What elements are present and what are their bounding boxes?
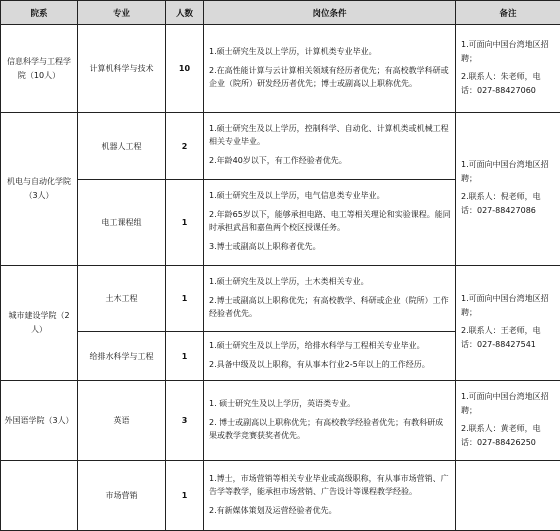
requirement-line: 1.博士，市场营销等相关专业毕业或高级职称，有从事市场营销、广告学等教学，能承担市场营销、广告设计等课程教学经验。 (209, 472, 451, 498)
remark-line: 2.联系人：王老师，电话：027-88427541 (461, 324, 556, 352)
count-cell: 3 (166, 381, 204, 461)
college-cell: 信息科学与工程学院（10人） (1, 25, 78, 113)
requirement-line: 2.具备中级及以上职称，有从事本行业2-5年以上的工作经历。 (209, 358, 451, 371)
college-cell: 城市建设学院（2人） (1, 266, 78, 381)
count-cell: 1 (166, 461, 204, 531)
remark-line: 2.联系人：朱老师，电话：027-88427060 (461, 70, 556, 98)
header-college: 院系 (1, 1, 78, 25)
header-requirements: 岗位条件 (204, 1, 456, 25)
header-major: 专业 (78, 1, 166, 25)
requirement-line: 2.在高性能计算与云计算相关领域有经历者优先；有高校教学科研或企业（院所）研发经历者优先；博士或副高以上职称优先。 (209, 64, 451, 90)
major-cell: 英语 (78, 381, 166, 461)
remark-line: 1.可面向中国台湾地区招聘； (461, 292, 556, 320)
requirement-line: 2.年龄40岁以下，有工作经验者优先。 (209, 154, 451, 167)
count-cell: 10 (166, 25, 204, 113)
remark-line: 1.可面向中国台湾地区招聘； (461, 390, 556, 418)
remarks-cell (456, 266, 560, 381)
requirement-line: 1.硕士研究生及以上学历，土木类相关专业。 (209, 275, 451, 288)
remarks-cell (456, 113, 560, 266)
requirements-cell (204, 266, 456, 332)
requirement-line: 1.硕士研究生及以上学历，给排水科学与工程相关专业毕业。 (209, 339, 451, 352)
requirements-cell (204, 180, 456, 266)
major-cell: 土木工程 (78, 266, 166, 332)
requirement-line: 2. 博士或副高以上职称优先；有高校教学经验者优先；有教科研成果或教学竞赛获奖者优先。 (209, 416, 451, 442)
remark-line: 2.联系人：倪老师，电话：027-88427086 (461, 190, 556, 218)
table-row (1, 461, 560, 531)
college-cell: 外国语学院（3人） (1, 381, 78, 461)
table-row (1, 25, 560, 113)
remarks-cell (456, 25, 560, 113)
count-cell: 2 (166, 113, 204, 180)
major-cell: 给排水科学与工程 (78, 332, 166, 381)
major-cell: 市场营销 (78, 461, 166, 531)
table-row (1, 381, 560, 461)
requirement-line: 2.有新媒体策划及运营经验者优先。 (209, 504, 451, 517)
remark-line: 1.可面向中国台湾地区招聘； (461, 38, 556, 66)
college-cell: 机电与自动化学院（3人） (1, 113, 78, 266)
requirement-line: 1. 硕士研究生及以上学历，英语类专业。 (209, 397, 451, 410)
remark-line: 2.联系人：黄老师，电话：027-88426250 (461, 422, 556, 450)
count-cell: 1 (166, 332, 204, 381)
table-header-row (1, 1, 560, 25)
major-cell: 机器人工程 (78, 113, 166, 180)
count-cell: 1 (166, 180, 204, 266)
remarks-cell (456, 381, 560, 461)
requirement-line: 3.博士或副高以上职称者优先。 (209, 240, 451, 253)
requirements-cell (204, 461, 456, 531)
remarks-cell (456, 461, 560, 531)
requirements-cell (204, 332, 456, 381)
requirements-cell (204, 381, 456, 461)
header-remarks: 备注 (456, 1, 560, 25)
requirement-line: 1.硕士研究生及以上学历，计算机类专业毕业。 (209, 45, 451, 58)
table-row (1, 113, 560, 180)
requirement-line: 1.硕士研究生及以上学历，电气信息类专业毕业。 (209, 189, 451, 202)
requirement-line: 1.硕士研究生及以上学历，控制科学、自动化、计算机类或机械工程相关专业毕业。 (209, 122, 451, 148)
requirement-line: 2.博士或副高以上职称优先；有高校教学、科研或企业（院所）工作经验者优先。 (209, 294, 451, 320)
table-row (1, 266, 560, 332)
remark-line: 1.可面向中国台湾地区招聘； (461, 158, 556, 186)
requirements-cell (204, 25, 456, 113)
header-count: 人数 (166, 1, 204, 25)
requirement-line: 2.年龄65岁以下，能够承担电路、电工等相关理论和实验课程。能同时承担武昌和嘉鱼两个校区授课任务。 (209, 208, 451, 234)
requirements-cell (204, 113, 456, 180)
major-cell: 电工课程组 (78, 180, 166, 266)
major-cell: 计算机科学与技术 (78, 25, 166, 113)
college-cell (1, 461, 78, 531)
count-cell: 1 (166, 266, 204, 332)
